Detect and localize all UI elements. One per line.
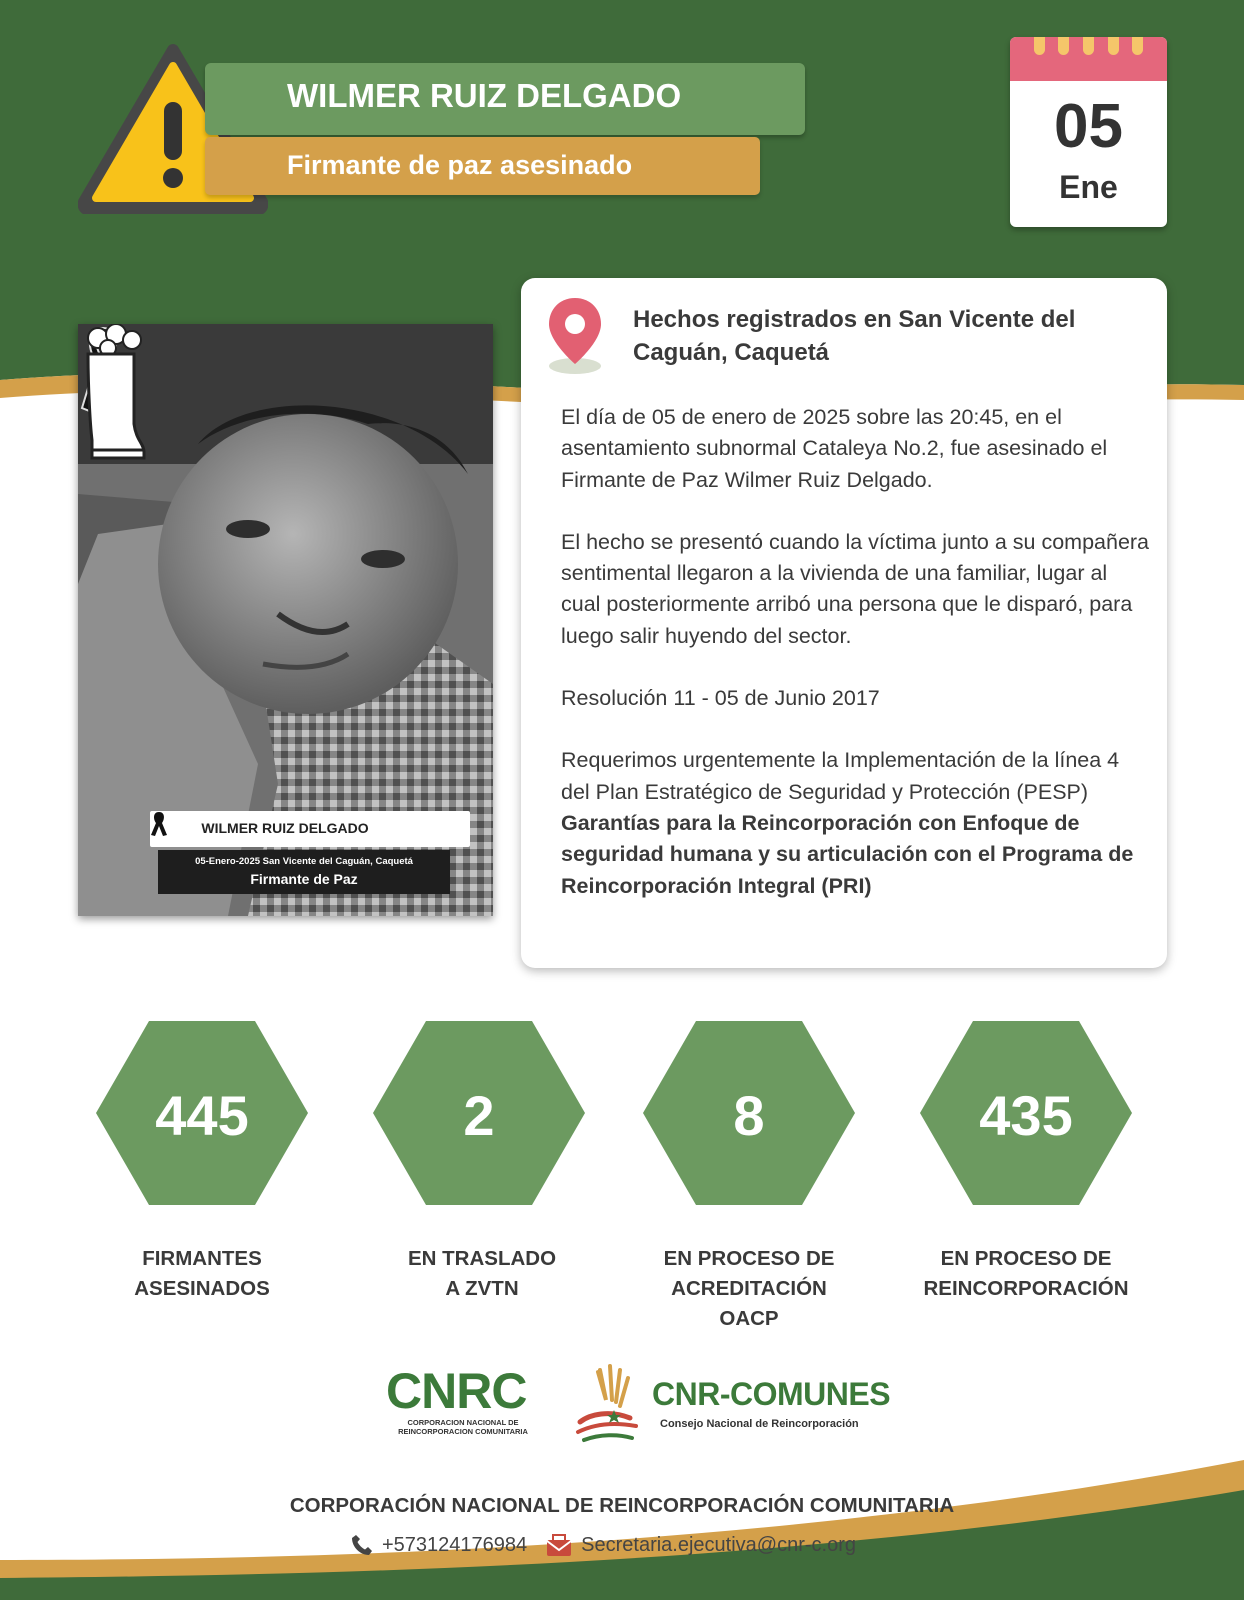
map-pin-icon: [545, 296, 605, 376]
footer-organization: CORPORACIÓN NACIONAL DE REINCORPORACIÓN COMUNITARIA: [289, 1494, 955, 1517]
subtitle-banner: [205, 137, 760, 195]
incident-description: [561, 402, 1151, 902]
boot-flowers-icon: [78, 324, 148, 464]
incident-card: [521, 278, 1167, 968]
photo-label-name: WILMER RUIZ DELGADO: [201, 820, 369, 836]
calendar-day: 05: [1054, 92, 1123, 161]
stat-value: 445: [155, 1084, 249, 1147]
cnrc-subtitle-line: REINCORPORACION COMUNITARIA: [398, 1427, 528, 1436]
stat-value: 8: [733, 1084, 765, 1147]
incident-paragraph: El día de 05 de enero de 2025 sobre las 20:45, en el asentamiento subnormal Cataleya No.2, fue asesinado el Firmante de Paz Wilmer Ruiz Delgado.: [561, 405, 1108, 492]
calendar-header: [1010, 37, 1167, 81]
photo-caption-role: Firmante de Paz: [250, 871, 358, 887]
cnrc-logo-subtitle: [383, 1418, 543, 1436]
name-banner: [205, 63, 805, 135]
incident-location-title: Hechos registrados en San Vicente del Caguán, Caquetá: [633, 306, 1076, 366]
footer-contact: [350, 1530, 856, 1560]
photo-caption: [158, 850, 450, 894]
stat-label-line: EN PROCESO DE: [663, 1247, 835, 1270]
calendar-ring: [1034, 37, 1045, 55]
stat-label-line: FIRMANTES: [142, 1247, 262, 1270]
stat-hexagon: [920, 1021, 1132, 1205]
stat-label: [82, 1244, 322, 1304]
demand-text: Requerimos urgentemente la Implementación de la línea 4 del Plan Estratégico de Seguridad y Protección (PESP): [561, 748, 1120, 804]
calendar-ring: [1132, 37, 1143, 55]
stat-label: [629, 1244, 869, 1334]
demand-emphasis: Garantías para la Reincorporación con Enfoque de seguridad humana y su articulación con el Programa de Reincorporación Integral (PRI): [561, 810, 1134, 898]
date-calendar: [1010, 37, 1167, 227]
demand-paragraph: [561, 745, 1151, 901]
ribbon-icon: [150, 811, 168, 837]
stat-label-line: EN TRASLADO: [407, 1247, 557, 1270]
stat-label-line: OACP: [719, 1307, 779, 1330]
stat-label-line: EN PROCESO DE: [940, 1247, 1112, 1270]
victim-subtitle: Firmante de paz asesinado: [287, 150, 633, 180]
calendar-ring: [1108, 37, 1119, 55]
cnrc-subtitle-line: CORPORACION NACIONAL DE: [407, 1418, 519, 1427]
footer-email[interactable]: Secretaria.ejecutiva@cnr-c.org: [581, 1533, 857, 1556]
resolution-text: Resolución 11 - 05 de Junio 2017: [561, 686, 880, 711]
stat-hexagon: [643, 1021, 855, 1205]
stat-label: [362, 1244, 602, 1304]
calendar-ring: [1058, 37, 1069, 55]
phone-icon: [350, 1533, 374, 1557]
cnrc-logo-mark: CNRC: [386, 1363, 527, 1419]
stat-hexagon: [96, 1021, 308, 1205]
victim-photo: [78, 324, 493, 916]
cnr-comunes-logo: [570, 1360, 891, 1450]
cnr-logo-title: CNR-COMUNES: [652, 1376, 891, 1412]
calendar-month: Ene: [1059, 169, 1118, 205]
cnr-logo-subtitle: Consejo Nacional de Reincorporación: [660, 1418, 859, 1430]
stat-label-line: REINCORPORACIÓN: [923, 1277, 1129, 1300]
footer-phone[interactable]: +573124176984: [382, 1533, 528, 1556]
calendar-ring: [1083, 37, 1094, 55]
stat-label-line: A ZVTN: [445, 1277, 519, 1300]
photo-caption-date-place: 05-Enero-2025 San Vicente del Caguán, Caquetá: [195, 856, 413, 867]
hands-logo-icon: [570, 1360, 650, 1450]
cnrc-logo: [383, 1363, 543, 1446]
stat-label-line: ASESINADOS: [134, 1277, 270, 1300]
incident-paragraph: El hecho se presentó cuando la víctima junto a su compañera sentimental llegaron a la vivienda de una familiar, lugar al cual posteriormente arribó una persona que le disparó, para luego salir huyendo del sector.: [561, 529, 1150, 648]
photo-name-label: [150, 811, 470, 847]
victim-name: WILMER RUIZ DELGADO: [287, 77, 682, 114]
stat-value: 435: [979, 1084, 1073, 1147]
stat-value: 2: [463, 1084, 495, 1147]
mail-icon: [545, 1533, 573, 1557]
stat-label: [906, 1244, 1146, 1304]
stat-label-line: ACREDITACIÓN: [671, 1277, 827, 1300]
stat-hexagon: [373, 1021, 585, 1205]
